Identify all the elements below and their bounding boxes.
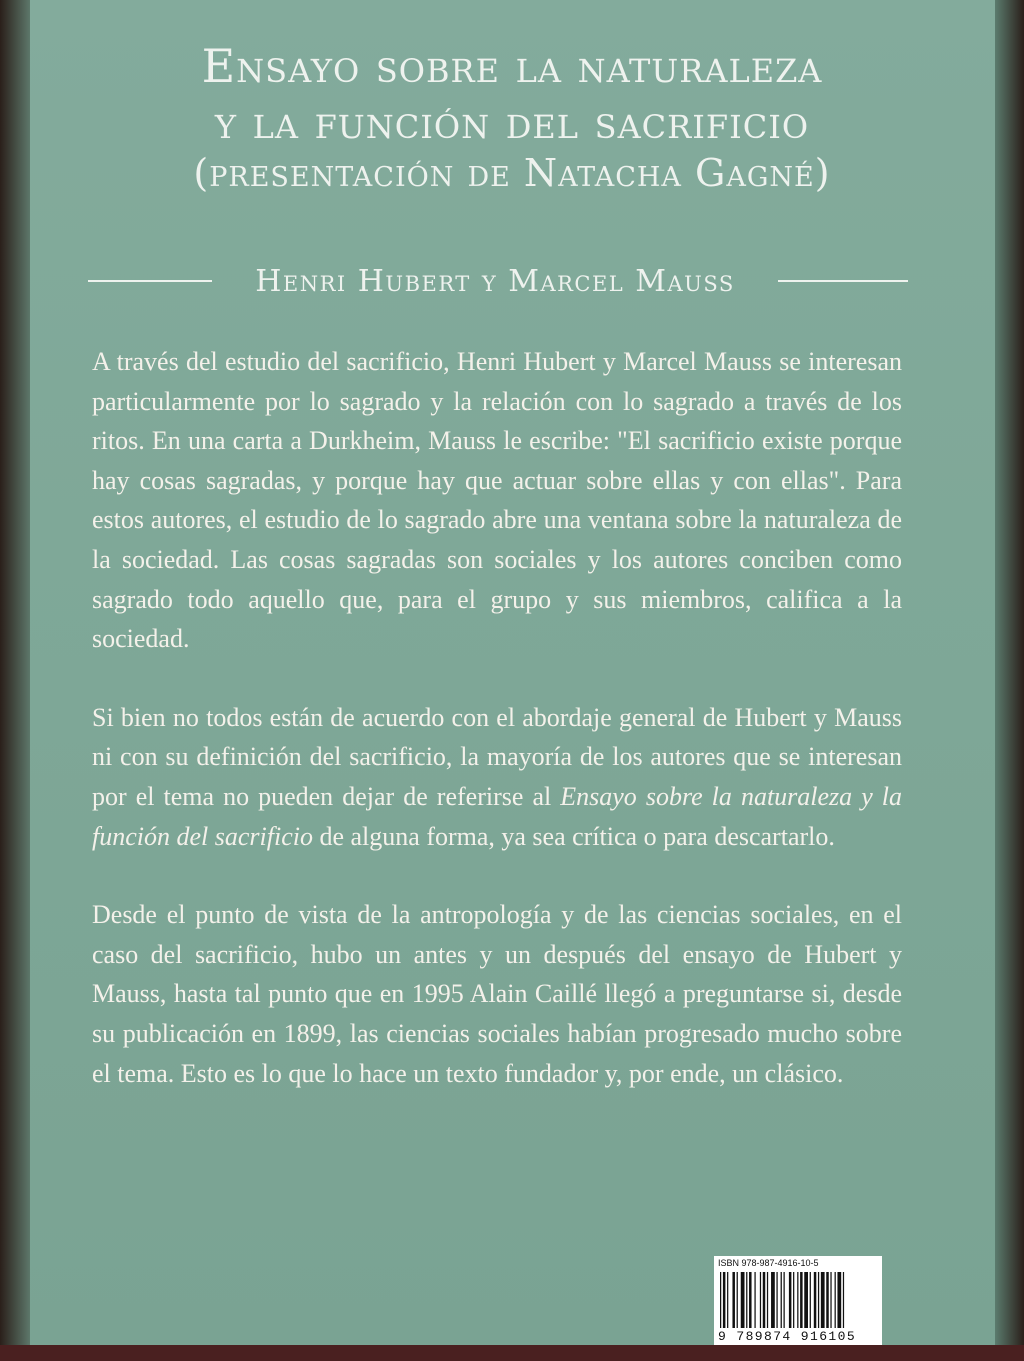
barcode-bar <box>804 1272 808 1328</box>
barcode-bar <box>771 1272 775 1328</box>
barcode-bar <box>843 1272 844 1328</box>
title-line-2: y la función del sacrificio <box>214 95 810 149</box>
book-title <box>0 38 1024 196</box>
barcode-bar <box>754 1272 755 1328</box>
barcode-bar <box>723 1272 726 1328</box>
synopsis-paragraph-1: A través del estudio del sacrificio, Henri Hubert y Marcel Mauss se interesan particularmente por lo sagrado y la relación con lo sagrado a través de los ritos. En una carta a Durkheim, Mauss le escribe: "El sacrificio existe porque hay cosas sagradas, y porque hay que actuar sobre ellas y con ellas". Para estos autores, el estudio de lo sagrado abre una ventana sobre la naturaleza de la sociedad. Las cosas sagradas son sociales y los autores conciben como sagrado todo aquello que, para el grupo y sus miembros, califica a la sociedad. <box>92 347 902 654</box>
authors-rule-right <box>778 280 908 282</box>
authors-rule-left <box>88 280 212 282</box>
isbn-label: ISBN 978-987-4916-10-5 <box>718 1258 819 1268</box>
barcode-bar <box>821 1272 825 1328</box>
barcode-bar <box>797 1272 798 1328</box>
barcode-bar <box>810 1272 811 1328</box>
barcode-bar <box>732 1272 735 1328</box>
barcode-bar <box>814 1272 817 1328</box>
barcode-bar <box>776 1272 777 1328</box>
barcode-bar <box>720 1272 721 1328</box>
title-line-3: (presentación de Natacha Gagné) <box>193 151 831 195</box>
barcode-bar <box>741 1272 745 1328</box>
barcode-bar <box>727 1272 728 1328</box>
barcode-bar <box>760 1272 761 1328</box>
barcode-bar <box>789 1272 792 1328</box>
authors-row <box>88 258 908 304</box>
isbn-barcode <box>714 1256 882 1348</box>
title-line-1: Ensayo sobre la naturaleza <box>201 39 823 93</box>
synopsis-paragraph-2 <box>92 698 902 856</box>
barcode-bars <box>720 1272 876 1328</box>
barcode-bar <box>781 1272 782 1328</box>
authors: Henri Hubert y Marcel Mauss <box>255 263 735 299</box>
paragraph-2-end: de alguna forma, ya sea crítica o para descartarlo. <box>312 821 835 851</box>
barcode-bar <box>837 1272 841 1328</box>
barcode-bar <box>793 1272 794 1328</box>
barcode-digits: 9 789874 916105 <box>718 1329 857 1344</box>
barcode-bar <box>784 1272 785 1328</box>
barcode-bar <box>749 1272 752 1328</box>
barcode-bar <box>737 1272 738 1328</box>
table-edge <box>0 1345 1024 1361</box>
barcode-bar <box>835 1272 836 1328</box>
synopsis <box>92 342 902 1132</box>
barcode-bar <box>763 1272 766 1328</box>
barcode-bar <box>826 1272 829 1328</box>
barcode-bar <box>818 1272 819 1328</box>
barcode-bar <box>746 1272 747 1328</box>
barcode-bar <box>767 1272 768 1328</box>
barcode-bar <box>800 1272 803 1328</box>
table-surface-right <box>994 0 1024 1361</box>
paragraph-2-start: Si bien no todos están de acuerdo con el abordaje general de Hubert y Mauss ni con su definición del sacrificio, la mayoría de los autores que se interesan por el tema no pueden dejar de referirse al <box>92 702 902 811</box>
barcode-bar <box>830 1272 831 1328</box>
synopsis-paragraph-3: Desde el punto de vista de la antropología y de las ciencias sociales, en el caso del sacrificio, hubo un antes y un después del ensayo de Hubert y Mauss, hasta tal punto que en 1995 Alain Caillé llegó a preguntarse si, desde su publicación en 1899, las ciencias sociales habían progresado mucho sobre el tema. Esto es lo que lo hace un texto fundador y, por ende, un clásico. <box>92 900 902 1088</box>
book-title-italic: Ensayo sobre la naturaleza y la función del sacrificio <box>92 781 903 851</box>
